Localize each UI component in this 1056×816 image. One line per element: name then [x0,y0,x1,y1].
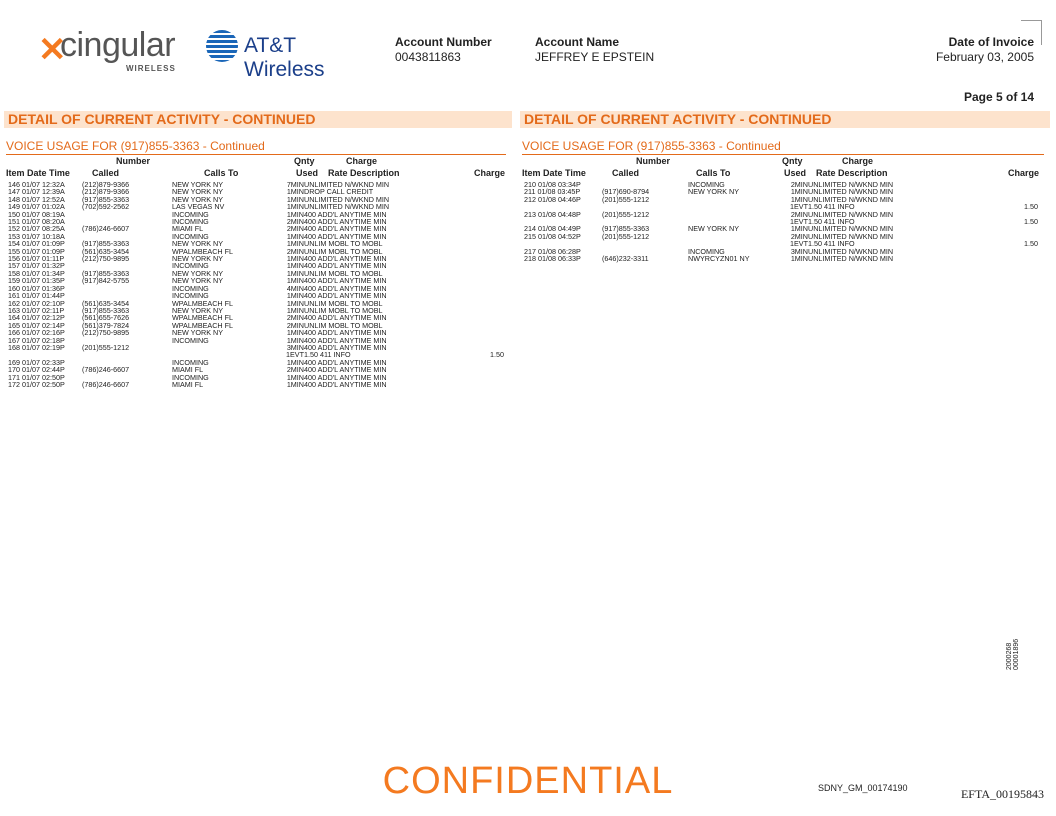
calls-to-cell: MIAMI FL [172,379,204,389]
calls-to-cell: INCOMING [688,180,725,189]
header-calls-to: Calls To [204,168,239,178]
used-cell: 2MIN [286,320,304,330]
calls-to-cell: NEW YORK NY [172,254,223,264]
bates-number: SDNY_GM_00174190 [818,783,908,793]
charge-cell [454,255,504,262]
item-date-time-cell: 161 01/07 01:44P [8,291,65,301]
item-date-time-cell: 214 01/08 04:49P [524,224,581,234]
calls-to-cell: INCOMING [172,357,209,367]
calls-to-cell: INCOMING [172,217,209,227]
header-calls-to: Calls To [696,168,731,178]
header-called: Called [92,168,120,178]
charge-cell [454,314,504,321]
calls-to-cell: MIAMI FL [172,224,204,234]
used-cell: 1EVT [790,239,808,249]
used-cell: 1MIN [286,298,304,308]
calls-to-cell: NEW YORK NY [172,194,223,204]
item-date-time-cell: 159 01/07 01:35P [8,276,65,286]
charge-cell [978,181,1038,188]
called-cell: (561)379-7824 [82,320,130,330]
rate-description-cell: UNLIMITED N/WKND MIN [808,187,894,197]
right-column-headers [522,156,1044,180]
rate-description-cell: 400 ADD'L ANYTIME MIN [304,291,387,301]
table-row [8,203,504,210]
calls-to-cell: WPALMBEACH FL [172,246,233,256]
rate-description-cell: 400 ADD'L ANYTIME MIN [304,276,387,286]
called-cell: (786)246-6607 [82,365,130,375]
charge-cell [454,285,504,292]
item-date-time-cell: 211 01/08 03:45P [524,187,581,197]
header-number: Number [636,156,671,166]
rate-description-cell: 400 ADD'L ANYTIME MIN [304,217,387,227]
used-cell: 7MIN [286,180,304,189]
charge-cell [978,225,1038,232]
used-cell: 1MIN [286,379,304,389]
item-date-time-cell: 158 01/07 01:34P [8,268,65,278]
charge-cell [454,196,504,203]
side-code: 2000268 00001896 [1006,638,1020,670]
used-cell: 2MIN [286,365,304,375]
used-cell: 2MIN [286,313,304,323]
cingular-subtitle: WIRELESS [126,64,176,73]
rate-description-cell: 400 ADD'L ANYTIME MIN [304,261,387,271]
called-cell: (917)855-3363 [82,239,130,249]
table-row [524,196,1038,203]
charge-cell [454,366,504,373]
calls-to-cell: WPALMBEACH FL [172,298,233,308]
charge-cell [454,329,504,336]
rate-description-cell: UNLIMITED N/WKND MIN [808,180,894,189]
used-cell: 3MIN [790,246,808,256]
charge-cell: 1.50 [490,350,504,360]
item-date-time-cell: 149 01/07 01:02A [8,202,65,212]
calls-to-cell: WPALMBEACH FL [172,313,233,323]
rate-description-cell: 400 ADD'L ANYTIME MIN [304,379,387,389]
used-cell: 1MIN [286,276,304,286]
item-date-time-cell: 146 01/07 12:32A [8,180,65,189]
charge-cell [454,188,504,195]
calls-to-cell [688,211,778,218]
efta-number: EFTA_00195843 [960,787,1044,801]
rate-description-cell: 400 ADD'L ANYTIME MIN [304,372,387,382]
rate-description-cell: UNLIM MOBL TO MOBL [304,268,383,278]
item-date-time-cell: 170 01/07 02:44P [8,365,65,375]
calls-to-cell: NEW YORK NY [172,187,223,197]
rate-description-cell: 400 ADD'L ANYTIME MIN [304,365,387,375]
table-row [524,211,1038,218]
used-cell: 1MIN [286,194,304,204]
rate-description-cell: UNLIMITED N/WKND MIN [808,246,894,256]
table-row [8,351,504,358]
header-charge-top: Charge [346,156,378,166]
rate-description-cell: 400 ADD'L ANYTIME MIN [304,209,387,219]
called-cell [82,285,172,292]
calls-to-cell [688,196,778,203]
used-cell: 1MIN [286,335,304,345]
rate-description-cell: UNLIMITED N/WKND MIN [304,202,390,212]
header-rate: Rate Description [328,168,400,178]
calls-to-cell: INCOMING [172,261,209,271]
right-usage-rows [524,181,1038,262]
rate-description-cell: 400 ADD'L ANYTIME MIN [304,283,387,293]
called-cell: (201)555-1212 [602,209,650,219]
rate-description-cell: UNLIMITED N/WKND MIN [808,224,894,234]
called-cell: (917)690-8794 [602,187,650,197]
called-cell: (561)635-3454 [82,246,130,256]
header-used: Used [784,168,807,178]
charge-cell: 1.50 [1024,239,1038,249]
header-qnty: Qnty [294,156,315,166]
called-cell: (561)635-3454 [82,298,130,308]
used-cell: 1MIN [286,187,304,197]
header-charge: Charge [474,168,506,178]
cingular-logo [38,26,188,74]
item-date-time-cell: 215 01/08 04:52P [524,231,581,241]
item-date-time-cell: 152 01/07 08:25A [8,224,65,234]
called-cell: (212)750-9895 [82,254,130,264]
rate-description-cell: 1.50 411 INFO [304,350,351,360]
used-cell: 1MIN [286,268,304,278]
called-cell: (917)855-3363 [82,268,130,278]
item-date-time-cell: 164 01/07 02:12P [8,313,65,323]
left-column-headers [6,156,506,180]
table-row [8,225,504,232]
rate-description-cell: UNLIM MOBL TO MOBL [304,239,383,249]
calls-to-cell: INCOMING [172,231,209,241]
used-cell: 1MIN [790,187,808,197]
used-cell: 1MIN [286,209,304,219]
used-cell: 1EVT [286,350,304,360]
item-date-time-cell: 172 01/07 02:50P [8,379,65,389]
called-cell: (917)855-3363 [602,224,650,234]
att-wordmark: AT&T Wireless [244,34,325,81]
header-used: Used [296,168,319,178]
charge-cell [978,255,1038,262]
charge-cell [454,225,504,232]
charge-cell [454,277,504,284]
used-cell: 1MIN [286,305,304,315]
called-cell: (702)592-2562 [82,202,130,212]
table-row [8,285,504,292]
right-subtitle: VOICE USAGE FOR (917)855-3363 - Continued [522,139,781,153]
rate-description-cell: 400 ADD'L ANYTIME MIN [304,335,387,345]
called-cell: (561)655-7626 [82,313,130,323]
item-date-time-cell: 169 01/07 02:33P [8,357,65,367]
calls-to-cell: WPALMBEACH FL [172,320,233,330]
called-cell [602,240,688,247]
invoice-date-label: Date of Invoice [948,35,1034,49]
rate-description-cell: UNLIM MOBL TO MOBL [304,305,383,315]
att-globe-icon [206,30,238,62]
charge-cell: 1.50 [1024,217,1038,227]
calls-to-cell: NEW YORK NY [688,224,739,234]
table-row [8,211,504,218]
calls-to-cell [688,203,778,210]
header-item: Item Date Time [522,168,586,178]
used-cell: 1MIN [286,231,304,241]
item-date-time-cell: 213 01/08 04:48P [524,209,581,219]
calls-to-cell: INCOMING [172,372,209,382]
att-logo [206,28,366,81]
calls-to-cell: INCOMING [688,246,725,256]
charge-cell [454,203,504,210]
calls-to-cell: NEW YORK NY [688,187,739,197]
table-row [8,366,504,373]
calls-to-cell: NEW YORK NY [172,180,223,189]
left-rule [6,154,506,155]
used-cell: 1MIN [790,254,808,264]
left-section-banner: DETAIL OF CURRENT ACTIVITY - CONTINUED [4,111,512,128]
charge-cell [978,248,1038,255]
charge-cell [454,218,504,225]
charge-cell [454,248,504,255]
item-date-time-cell: 151 01/07 08:20A [8,217,65,227]
header-charge-top: Charge [842,156,874,166]
called-cell: (917)855-3363 [82,194,130,204]
item-date-time-cell: 166 01/07 02:16P [8,328,65,338]
used-cell: 1MIN [286,202,304,212]
rate-description-cell: UNLIMITED N/WKND MIN [808,209,894,219]
right-rule [522,154,1044,155]
invoice-date: February 03, 2005 [935,50,1034,64]
called-cell: (646)232-3311 [602,254,649,264]
called-cell: (917)855-3363 [82,305,130,315]
account-name-label: Account Name [535,35,620,49]
used-cell: 2MIN [286,246,304,256]
right-usage-table [524,181,1046,262]
item-date-time-cell: 156 01/07 01:11P [8,254,65,264]
table-row [8,255,504,262]
used-cell: 2MIN [790,209,808,219]
charge-cell [454,300,504,307]
table-row [8,329,504,336]
calls-to-cell: INCOMING [172,335,209,345]
used-cell: 1MIN [286,254,304,264]
charge-cell [454,381,504,388]
rate-description-cell: 1.50 411 INFO [808,202,855,212]
cingular-x-icon: ✕ [38,31,67,69]
item-date-time-cell: 163 01/07 02:11P [8,305,65,315]
rate-description-cell: UNLIMITED N/WKND MIN [808,254,894,264]
cingular-wordmark: cingular [60,26,176,64]
charge-cell: 1.50 [1024,202,1038,212]
account-name: JEFFREY E EPSTEIN [535,50,655,64]
rate-description-cell: DROP CALL CREDIT [304,187,374,197]
item-date-time-cell: 165 01/07 02:14P [8,320,65,330]
rate-description-cell: 400 ADD'L ANYTIME MIN [304,224,387,234]
used-cell: 2MIN [286,224,304,234]
rate-description-cell: UNLIMITED N/WKND MIN [304,194,390,204]
item-date-time-cell: 210 01/08 03:34P [524,180,581,189]
rate-description-cell: UNLIMITED N/WKND MIN [808,194,894,204]
called-cell: (201)555-1212 [602,231,650,241]
calls-to-cell: LAS VEGAS NV [172,202,225,212]
charge-cell [454,359,504,366]
called-cell: (786)246-6607 [82,224,130,234]
header-item: Item Date Time [6,168,70,178]
used-cell: 1MIN [790,194,808,204]
header-number: Number [116,156,151,166]
calls-to-cell: NEW YORK NY [172,305,223,315]
calls-to-cell: MIAMI FL [172,365,204,375]
rate-description-cell: UNLIM MOBL TO MOBL [304,298,383,308]
charge-cell [454,292,504,299]
header-called: Called [612,168,640,178]
rate-description-cell: UNLIMITED N/WKND MIN [808,231,894,241]
called-cell: (212)750-9895 [82,328,130,338]
item-date-time-cell: 160 01/07 01:36P [8,283,65,293]
table-row [524,255,1038,262]
rate-description-cell: 400 ADD'L ANYTIME MIN [304,313,387,323]
charge-cell [454,262,504,269]
calls-to-cell [688,233,778,240]
item-date-time-cell: 155 01/07 01:09P [8,246,65,256]
used-cell: 2MIN [790,180,808,189]
charge-cell [454,240,504,247]
item-date-time-cell: 153 01/07 10:18A [8,231,65,241]
used-cell: 1MIN [286,239,304,249]
rate-description-cell: UNLIM MOBL TO MOBL [304,246,383,256]
calls-to-cell: INCOMING [172,291,209,301]
called-cell: (201)555-1212 [82,342,130,352]
charge-cell [978,188,1038,195]
item-date-time-cell: 147 01/07 12:39A [8,187,65,197]
table-row [524,233,1038,240]
charge-cell [454,322,504,329]
left-usage-table [8,181,506,388]
used-cell: 1EVT [790,202,808,212]
used-cell: 3MIN [286,342,304,352]
left-subtitle: VOICE USAGE FOR (917)855-3363 - Continued [6,139,265,153]
table-row [8,277,504,284]
called-cell: (212)879-9366 [82,187,130,197]
right-section-banner: DETAIL OF CURRENT ACTIVITY - CONTINUED [520,111,1050,128]
corner-mark [1021,20,1042,45]
rate-description-cell: 400 ADD'L ANYTIME MIN [304,342,387,352]
charge-cell [454,181,504,188]
header-qnty: Qnty [782,156,803,166]
confidential-stamp: CONFIDENTIAL [382,760,674,802]
used-cell: 1MIN [286,291,304,301]
header-rate: Rate Description [816,168,888,178]
item-date-time-cell: 148 01/07 12:52A [8,194,65,204]
table-row [524,240,1038,247]
table-row [8,381,504,388]
item-date-time-cell: 157 01/07 01:32P [8,261,65,271]
charge-cell [454,233,504,240]
used-cell: 1MIN [286,261,304,271]
used-cell: 1EVT [790,217,808,227]
item-date-time-cell: 167 01/07 02:18P [8,335,65,345]
calls-to-cell: NEW YORK NY [172,268,223,278]
used-cell: 1MIN [286,372,304,382]
called-cell: (917)842-5755 [82,276,130,286]
rate-description-cell: 1.50 411 INFO [808,217,855,227]
charge-cell [454,211,504,218]
used-cell: 1MIN [286,357,304,367]
charge-cell [454,270,504,277]
used-cell: 1MIN [790,224,808,234]
rate-description-cell: UNLIM MOBL TO MOBL [304,320,383,330]
item-date-time-cell: 150 01/07 08:19A [8,209,65,219]
rate-description-cell: 400 ADD'L ANYTIME MIN [304,328,387,338]
rate-description-cell: UNLIMITED N/WKND MIN [304,180,390,189]
calls-to-cell: NEW YORK NY [172,239,223,249]
item-date-time-cell: 171 01/07 02:50P [8,372,65,382]
account-number-label: Account Number [395,35,492,49]
item-date-time-cell: 168 01/07 02:19P [8,342,65,352]
used-cell: 4MIN [286,283,304,293]
used-cell: 2MIN [286,217,304,227]
rate-description-cell: 400 ADD'L ANYTIME MIN [304,357,387,367]
item-date-time-cell: 154 01/07 01:09P [8,239,65,249]
called-cell: (212)879-9366 [82,180,130,189]
page-number: Page 5 of 14 [963,90,1034,104]
called-cell: (786)246-6607 [82,379,130,389]
left-usage-rows [8,181,504,388]
charge-cell [454,307,504,314]
item-date-time-cell: 218 01/08 06:33P [524,254,581,264]
rate-description-cell: 400 ADD'L ANYTIME MIN [304,254,387,264]
item-date-time-cell: 212 01/08 04:46P [524,194,581,204]
calls-to-cell: NEW YORK NY [172,328,223,338]
calls-to-cell: NEW YORK NY [172,276,223,286]
header-charge: Charge [1008,168,1040,178]
called-cell [82,351,172,358]
account-number: 0043811863 [395,50,461,64]
charge-cell [454,337,504,344]
table-row [8,344,504,351]
called-cell: (201)555-1212 [602,194,650,204]
called-cell [82,211,172,218]
item-date-time-cell: 162 01/07 02:10P [8,298,65,308]
calls-to-cell: INCOMING [172,209,209,219]
item-date-time-cell: 217 01/08 06:28P [524,246,581,256]
rate-description-cell: 1.50 411 INFO [808,239,855,249]
charge-cell [454,374,504,381]
calls-to-cell: NWYRCYZN01 NY [688,254,750,264]
calls-to-cell [172,344,268,351]
calls-to-cell: INCOMING [172,283,209,293]
used-cell: 1MIN [286,328,304,338]
rate-description-cell: 400 ADD'L ANYTIME MIN [304,231,387,241]
used-cell: 2MIN [790,231,808,241]
